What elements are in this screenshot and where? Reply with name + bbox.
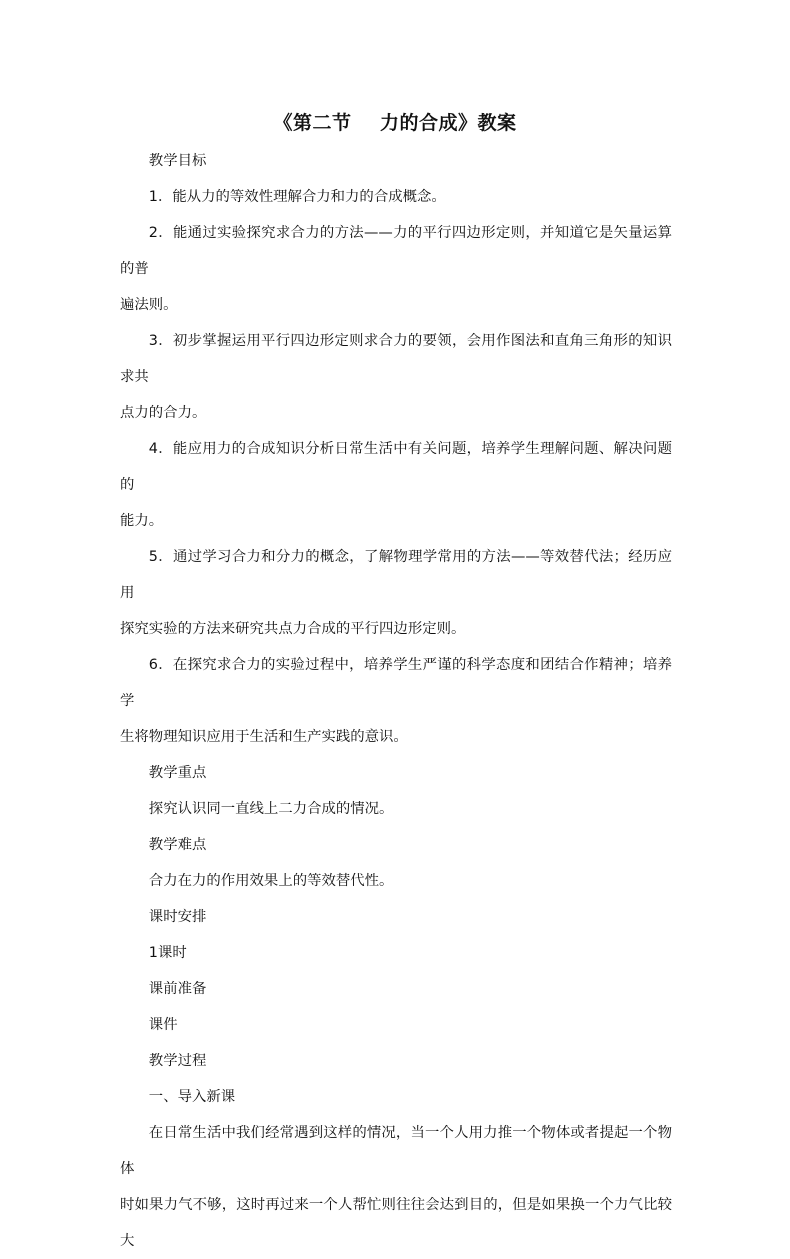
intro-paragraph-continued: 时如果力气不够，这时再过来一个人帮忙则往往会达到目的，但是如果换一个力气比较大 — [120, 1197, 672, 1249]
objective-item-2-continued: 遍法则。 — [120, 297, 178, 313]
key-points-text: 探究认识同一直线上二力合成的情况。 — [148, 801, 394, 817]
objective-item-5: 5．通过学习合力和分力的概念，了解物理学常用的方法——等效替代法；经历应用 — [120, 549, 672, 601]
objective-item-2: 2．能通过实验探究求合力的方法——力的平行四边形定则，并知道它是矢量运算的普 — [120, 225, 672, 277]
subsection-heading-intro: 一、导入新课 — [148, 1089, 236, 1105]
section-heading-schedule: 课时安排 — [148, 909, 207, 925]
objective-item-3: 3．初步掌握运用平行四边形定则求合力的要领，会用作图法和直角三角形的知识求共 — [120, 333, 672, 385]
objective-item-6-continued: 生将物理知识应用于生活和生产实践的意识。 — [120, 729, 408, 745]
section-heading-preparation: 课前准备 — [148, 981, 207, 997]
section-heading-difficulties: 教学难点 — [148, 837, 207, 853]
objective-item-4-continued: 能力。 — [120, 513, 164, 529]
section-heading-objectives: 教学目标 — [148, 153, 207, 169]
objective-item-4: 4．能应用力的合成知识分析日常生活中有关问题，培养学生理解问题、解决问题的 — [120, 441, 672, 493]
difficulties-text: 合力在力的作用效果上的等效替代性。 — [148, 873, 394, 889]
document-title: 《第二节 力的合成》教案 — [273, 112, 517, 134]
document-body — [120, 143, 672, 1259]
schedule-text: 1课时 — [148, 945, 187, 961]
objective-item-1: 1．能从力的等效性理解合力和力的合成概念。 — [148, 189, 446, 205]
objective-item-6: 6．在探究求合力的实验过程中，培养学生严谨的科学态度和团结合作精神；培养学 — [120, 657, 672, 709]
section-heading-process: 教学过程 — [148, 1053, 207, 1069]
intro-paragraph: 在日常生活中我们经常遇到这样的情况，当一个人用力推一个物体或者提起一个物体 — [120, 1125, 672, 1177]
section-heading-key-points: 教学重点 — [148, 765, 207, 781]
objective-item-5-continued: 探究实验的方法来研究共点力合成的平行四边形定则。 — [120, 621, 466, 637]
objective-item-3-continued: 点力的合力。 — [120, 405, 207, 421]
preparation-text: 课件 — [148, 1017, 178, 1033]
